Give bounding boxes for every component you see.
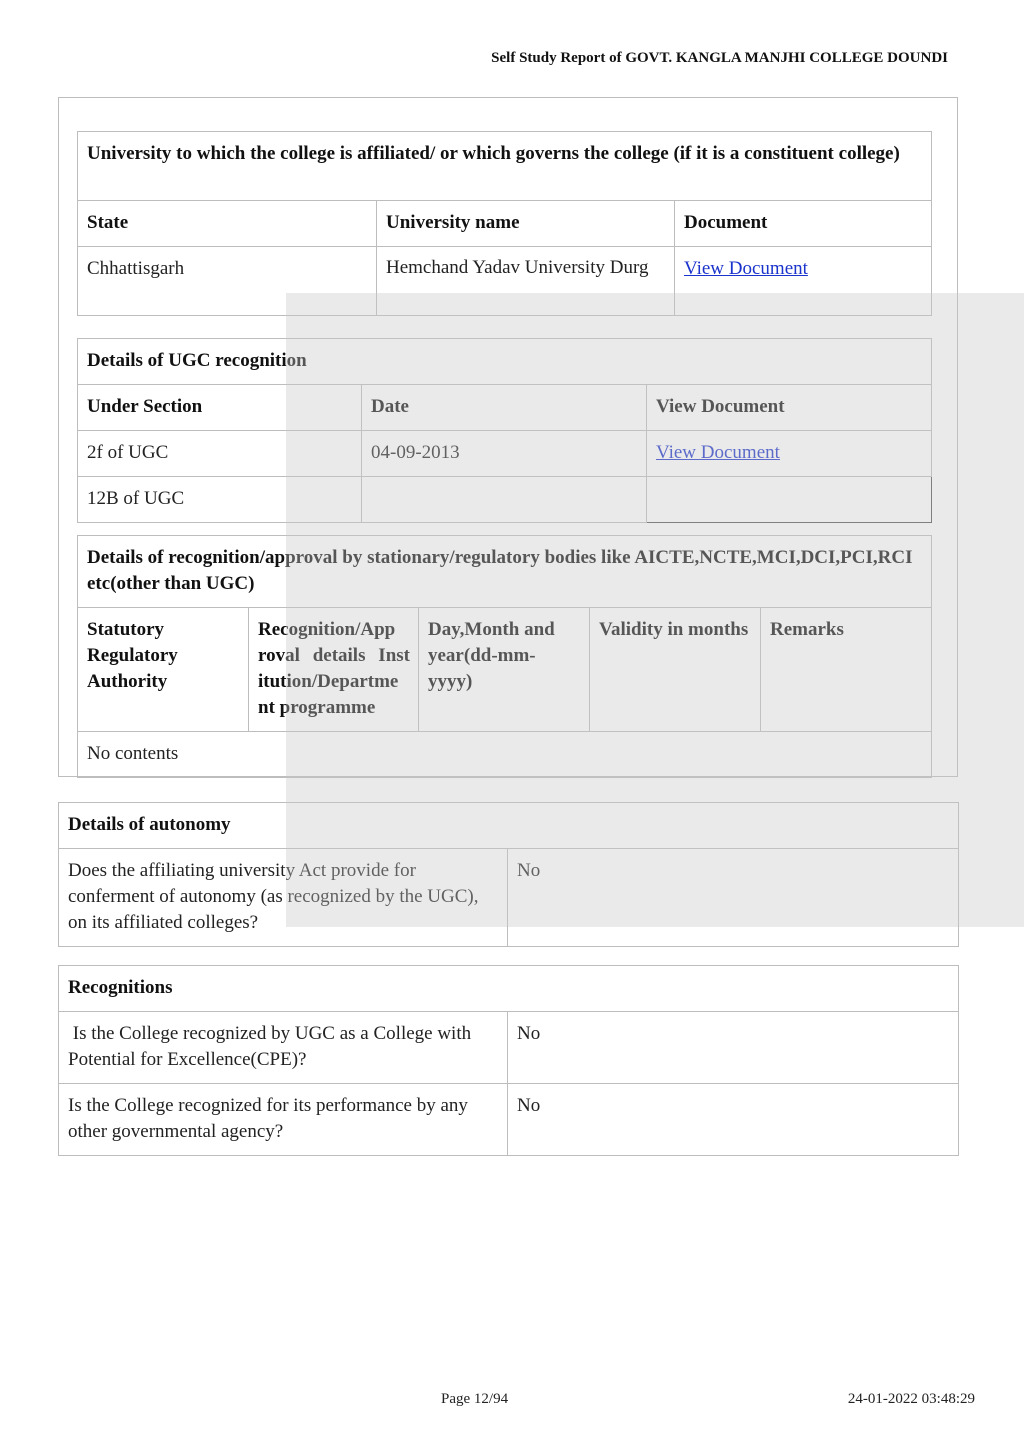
question-cell: Is the College recognized for its performance by any other governmental agency? <box>59 1084 508 1156</box>
ugc-view-document-link[interactable]: View Document <box>656 442 780 463</box>
section-cell: 12B of UGC <box>78 477 362 523</box>
answer-cell: No <box>508 1084 959 1156</box>
column-header-validity: Validity in months <box>590 608 761 732</box>
column-header-document: Document <box>675 201 932 247</box>
answer-cell: No <box>508 1012 959 1084</box>
table-row <box>78 247 932 316</box>
recognitions-table <box>58 965 959 1156</box>
column-header-under-section: Under Section <box>78 385 362 431</box>
column-header-date: Day,Month and year(dd-mm- yyyy) <box>419 608 590 732</box>
column-header-view-document: View Document <box>647 385 932 431</box>
question-cell: Does the affiliating university Act provide for conferment of autonomy (as recognized by the UGC), on its affiliated colleges? <box>59 849 508 947</box>
ugc-table-title: Details of UGC recognition <box>78 339 932 385</box>
autonomy-table <box>58 802 959 947</box>
column-header-recognition-details: Recognition/App roval details Inst itution/Departme nt programme <box>249 608 419 732</box>
column-header-date: Date <box>362 385 647 431</box>
column-header-university-name: University name <box>377 201 675 247</box>
regulatory-bodies-table <box>77 535 932 778</box>
affiliation-table-title: University to which the college is affiliated/ or which governs the college (if it is a constituent college) <box>78 132 932 201</box>
page-number: Page 12/94 <box>441 1391 509 1407</box>
column-header-remarks: Remarks <box>761 608 932 732</box>
question-cell: Is the College recognized by UGC as a College with Potential for Excellence(CPE)? <box>59 1012 508 1084</box>
autonomy-table-title: Details of autonomy <box>59 803 959 849</box>
table-row <box>59 1084 959 1156</box>
column-header-statutory-authority: Statutory Regulatory Authority <box>78 608 249 732</box>
answer-cell: No <box>508 849 959 947</box>
table-row <box>59 849 959 947</box>
date-cell: 04-09-2013 <box>362 431 647 477</box>
state-cell: Chhattisgarh <box>78 247 377 316</box>
column-header-state: State <box>78 201 377 247</box>
table-row <box>78 477 932 523</box>
university-name-cell: Hemchand Yadav University Durg <box>377 247 675 316</box>
affiliation-table <box>77 131 932 316</box>
no-contents-message: No contents <box>78 732 932 778</box>
date-cell <box>362 477 647 523</box>
affiliation-view-document-link[interactable]: View Document <box>684 258 808 279</box>
ugc-recognition-table <box>77 338 932 523</box>
report-header-title: Self Study Report of GOVT. KANGLA MANJHI COLLEGE DOUNDI <box>491 50 948 66</box>
table-row <box>59 1012 959 1084</box>
section-cell: 2f of UGC <box>78 431 362 477</box>
document-cell <box>647 477 932 523</box>
table-row <box>78 431 932 477</box>
recognitions-table-title: Recognitions <box>59 966 959 1012</box>
regulatory-table-title: Details of recognition/approval by stationary/regulatory bodies like AICTE,NCTE,MCI,DCI,PCI,RCI etc(other than UGC) <box>78 536 932 608</box>
footer-timestamp: 24-01-2022 03:48:29 <box>847 1391 975 1407</box>
